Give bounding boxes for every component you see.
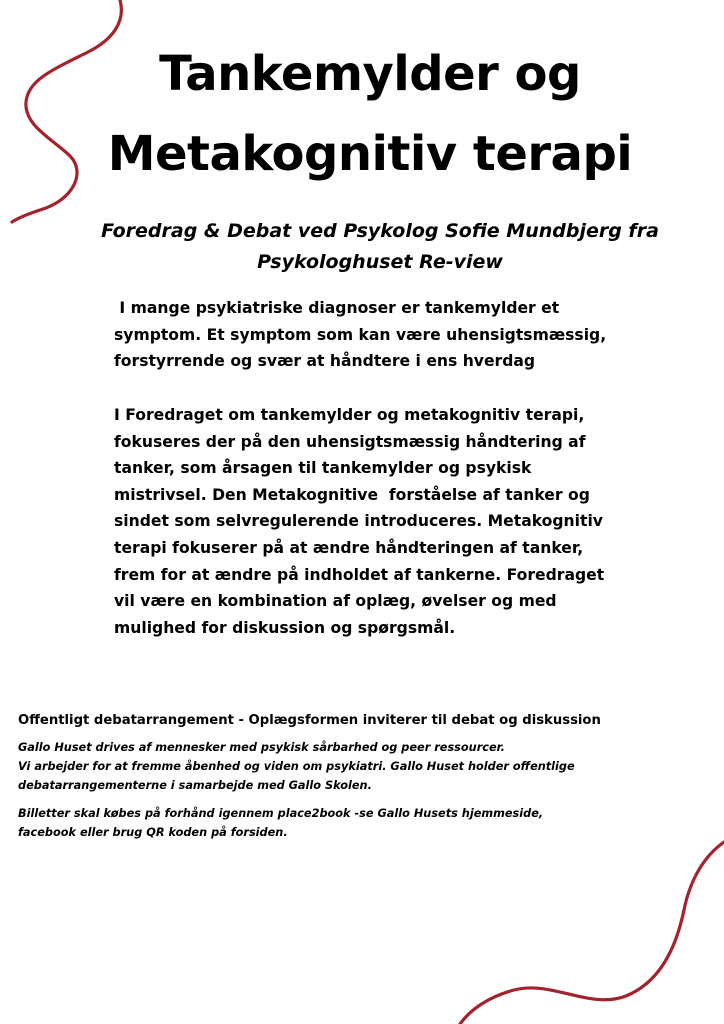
- lecture-subtitle: [60, 216, 700, 278]
- description-line: tanker, som årsagen til tankemylder og psykisk: [114, 459, 532, 478]
- description-line: fokuseres der på den uhensigtsmæssig håndtering af: [114, 432, 586, 451]
- intro-paragraph: [114, 295, 694, 375]
- ticket-line: Billetter skal købes på forhånd igennem place2book -se Gallo Husets hjemmeside,: [18, 807, 544, 820]
- page-title-line-1: Tankemylder og: [159, 46, 581, 102]
- description-line: I Foredraget om tankemylder og metakognitiv terapi,: [114, 406, 585, 424]
- event-heading: Offentligt debatarrangement - Oplægsformen inviterer til debat og diskussion: [18, 713, 601, 728]
- description-line: frem for at ændre på indholdet af tankerne. Foredraget: [114, 565, 605, 584]
- description-line: mulighed for diskussion og spørgsmål.: [114, 618, 456, 637]
- about-line: Gallo Huset drives af mennesker med psykisk sårbarhed og peer ressourcer.: [18, 741, 505, 754]
- subtitle-line-2: Psykologhuset Re-view: [257, 251, 503, 273]
- page-title-line-2: Metakognitiv terapi: [107, 126, 633, 182]
- description-line: sindet som selvregulerende introduceres. Metakognitiv: [114, 512, 603, 531]
- bottom-right-wave-line: [460, 842, 724, 1024]
- intro-line: symptom. Et symptom som kan være uhensigtsmæssig,: [114, 325, 607, 344]
- top-left-wave-line: [12, 0, 121, 222]
- about-gallo-huset: [18, 738, 618, 795]
- intro-line: I mange psykiatriske diagnoser er tankemylder et: [114, 299, 560, 317]
- description-line: terapi fokuserer på at ændre håndteringen af tanker,: [114, 538, 584, 557]
- description-line: mistrivsel. Den Metakognitive forståelse af tanker og: [114, 485, 590, 504]
- ticket-line: facebook eller brug QR koden på forsiden.: [18, 826, 288, 839]
- ticket-info: [18, 804, 618, 842]
- intro-line: forstyrrende og svær at håndtere i ens hverdag: [114, 352, 536, 371]
- description-line: vil være en kombination af oplæg, øvelser og med: [114, 592, 557, 611]
- description-paragraph: [114, 402, 694, 641]
- subtitle-line-1: Foredrag & Debat ved Psykolog Sofie Mundbjerg fra: [101, 220, 659, 242]
- about-line: debatarrangementerne i samarbejde med Gallo Skolen.: [18, 779, 372, 792]
- about-line: Vi arbejder for at fremme åbenhed og viden om psykiatri. Gallo Huset holder offentlige: [18, 760, 575, 773]
